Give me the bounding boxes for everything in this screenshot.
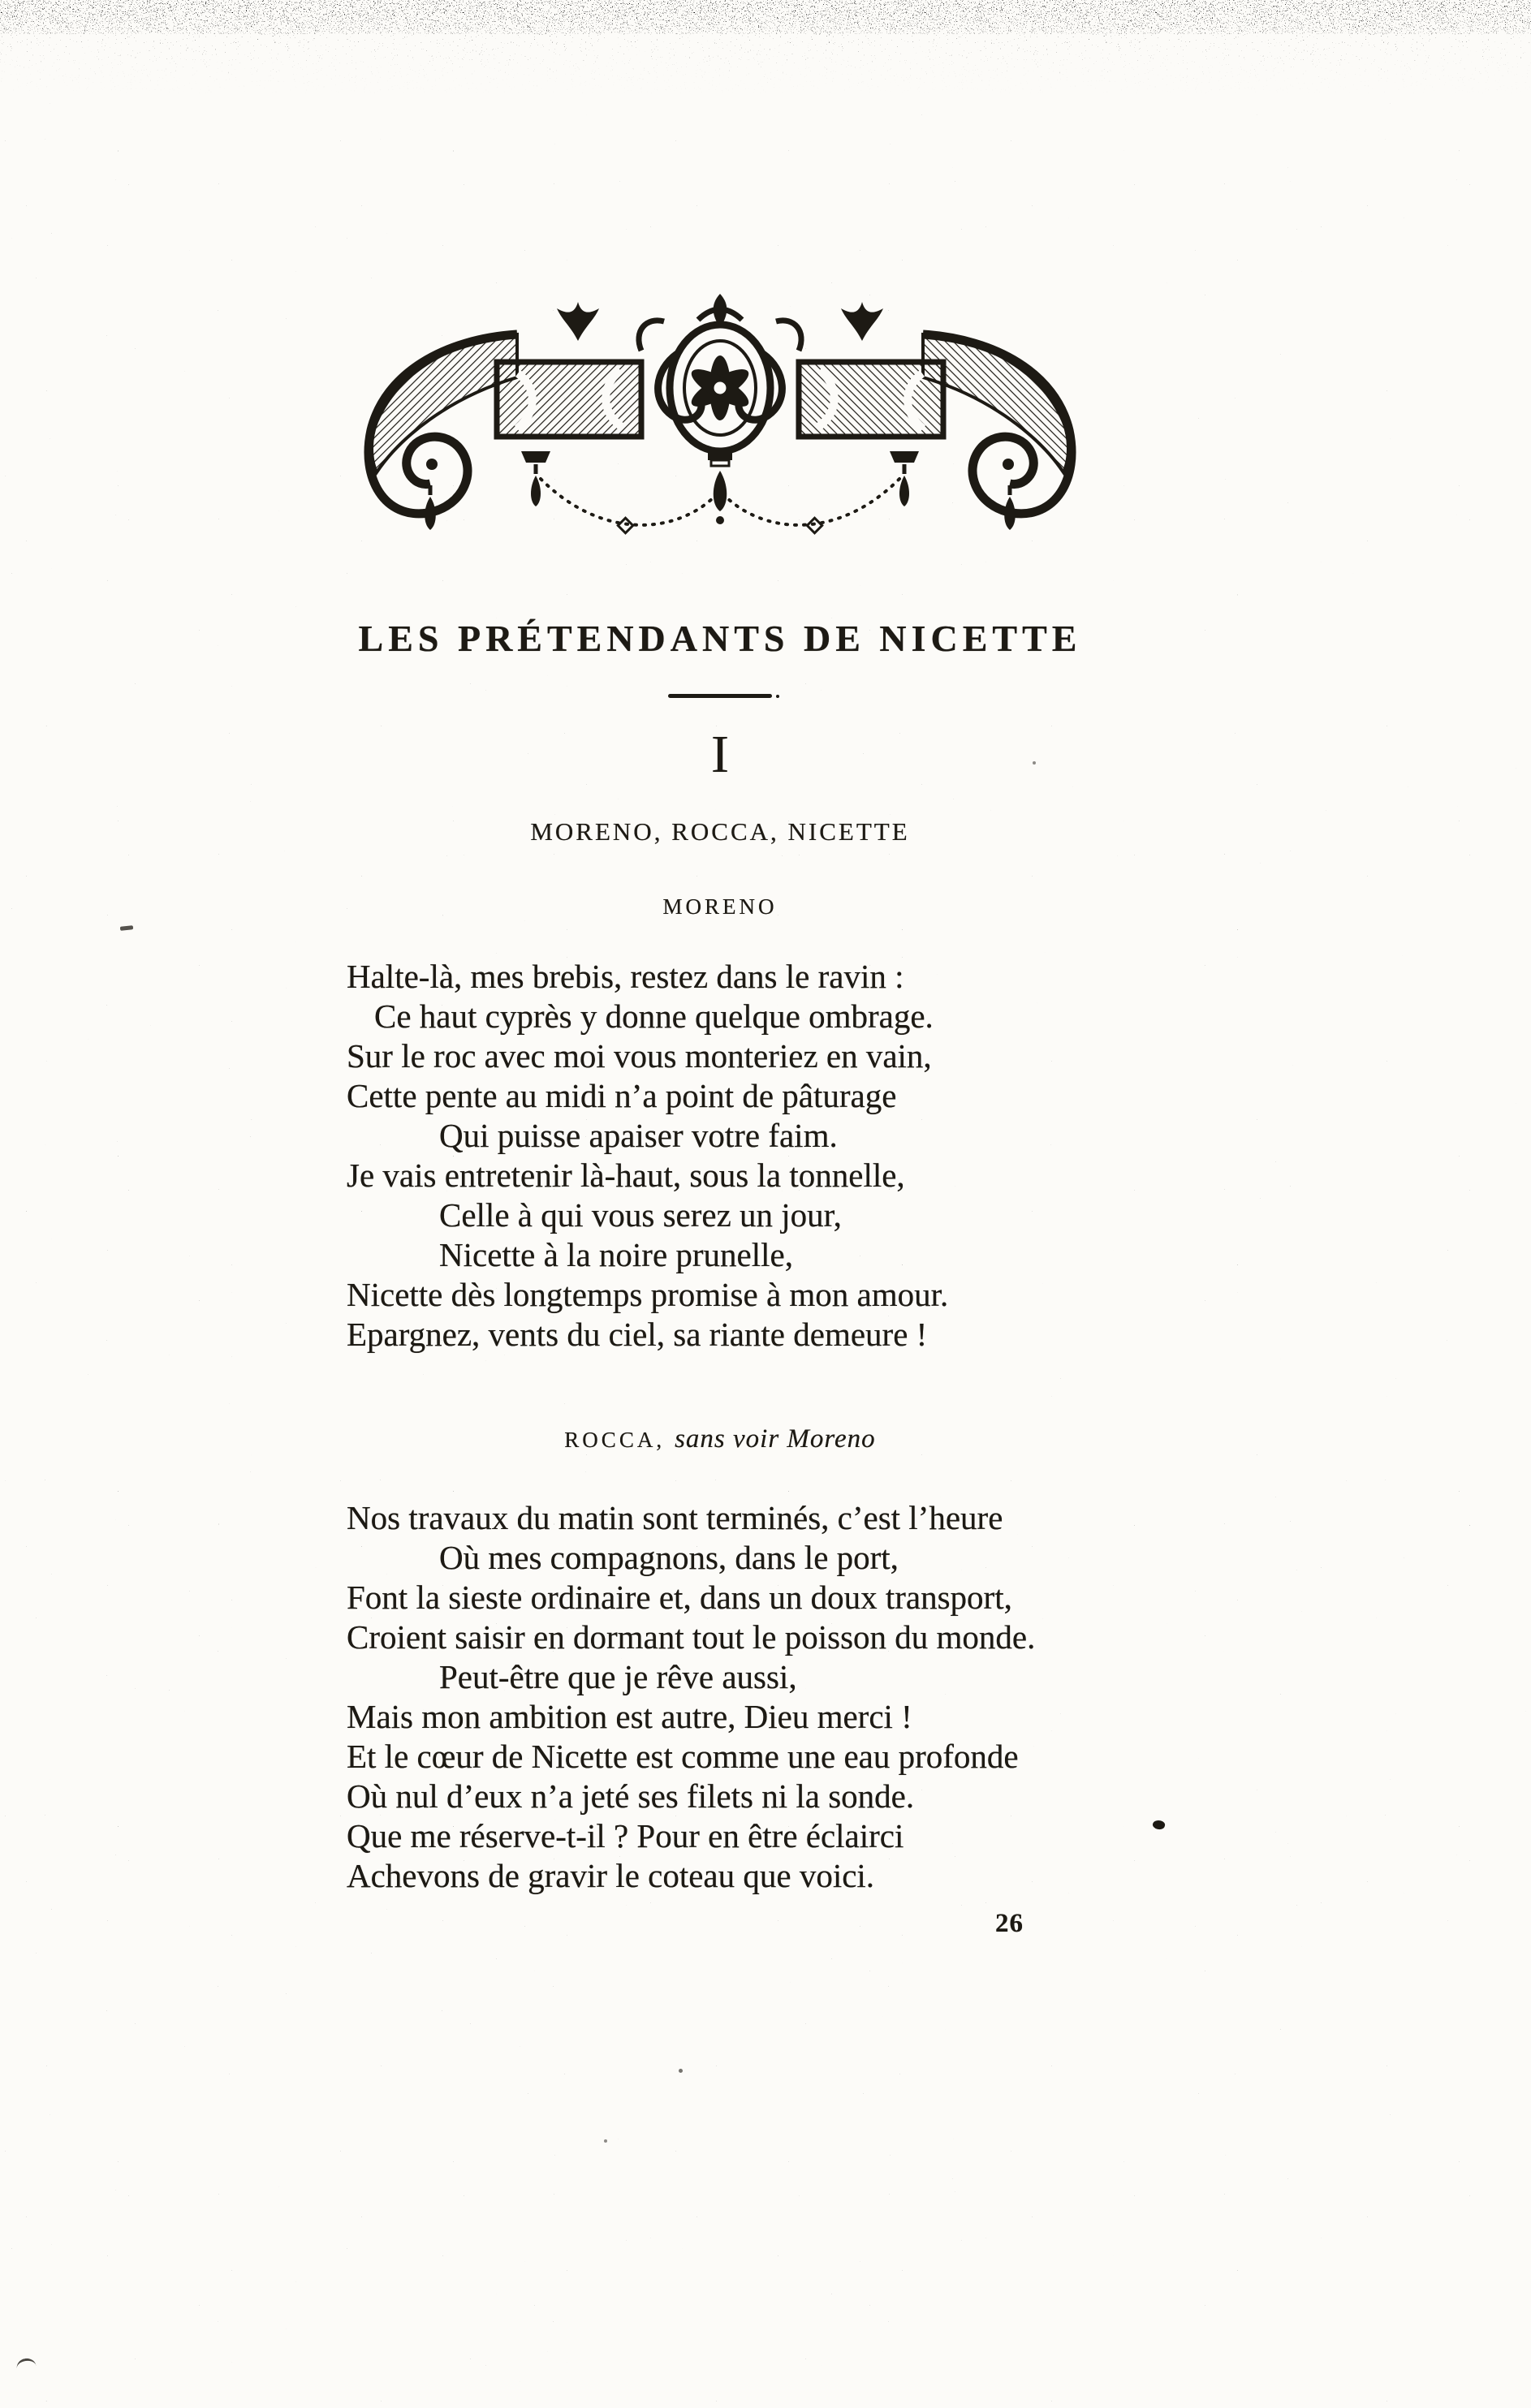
verse-line: Epargnez, vents du ciel, sa riante demeure ! [347, 1315, 928, 1353]
verse-line: Qui puisse apaiser votre faim. [439, 1116, 838, 1154]
text-block [347, 620, 1093, 1896]
scene-number: I [711, 725, 729, 784]
verse-line: Nicette à la noire prunelle, [439, 1235, 793, 1273]
characters-line: MORENO, ROCCA, NICETTE [530, 817, 910, 846]
verse-line: Nicette dès longtemps promise à mon amour. [347, 1275, 949, 1313]
stanza-rocca [347, 1498, 1093, 1896]
stanza-moreno [347, 957, 1093, 1355]
verse-line: Que me réserve-t-il ? Pour en être éclairci [347, 1817, 904, 1855]
verse-line: Où mes compagnons, dans le port, [439, 1539, 899, 1577]
ink-speck [679, 2069, 683, 2073]
verse-line: Croient saisir en dormant tout le poisson du monde. [347, 1618, 1036, 1656]
scan-noise-fade [0, 0, 1531, 97]
ink-speck [604, 2139, 607, 2143]
verse-line: Où nul d’eux n’a jeté ses filets ni la sonde. [347, 1777, 915, 1816]
speaker-heading-moreno [347, 894, 1093, 921]
verse-line: Sur le roc avec moi vous monteriez en vain, [347, 1036, 932, 1075]
verse-line: Cette pente au midi n’a point de pâturage [347, 1076, 897, 1114]
page-number: 26 [995, 1909, 1024, 1938]
verse-line: Celle à qui vous serez un jour, [439, 1195, 842, 1234]
title-divider-rule [668, 694, 772, 698]
verse-line: Font la sieste ordinaire et, dans un doux transport, [347, 1579, 1012, 1617]
verse-line: Mais mon ambition est autre, Dieu merci ! [347, 1698, 912, 1736]
verse-line: Peut-être que je rêve aussi, [439, 1658, 797, 1696]
page-title: LES PRÉTENDANTS DE NICETTE [358, 618, 1082, 659]
stage-direction: sans voir Moreno [675, 1424, 876, 1454]
verse-line: Ce haut cyprès y donne quelque ombrage. [374, 997, 934, 1035]
headpiece-ornament-engraving [334, 292, 1106, 537]
verse-line: Achevons de gravir le coteau que voici. [347, 1857, 875, 1895]
speaker-name: MORENO [662, 894, 778, 920]
speaker-name: ROCCA, [564, 1427, 666, 1452]
verse-line: Je vais entretenir là-haut, sous la tonnelle, [347, 1156, 905, 1194]
verse-line: Nos travaux du matin sont terminés, c’est l’heure [347, 1499, 1003, 1537]
verse-line: Et le cœur de Nicette est comme une eau profonde [347, 1738, 1019, 1776]
speaker-heading-rocca [347, 1423, 1093, 1456]
verse-line: Halte-là, mes brebis, restez dans le ravin : [347, 957, 904, 995]
ink-speck [1033, 761, 1036, 765]
